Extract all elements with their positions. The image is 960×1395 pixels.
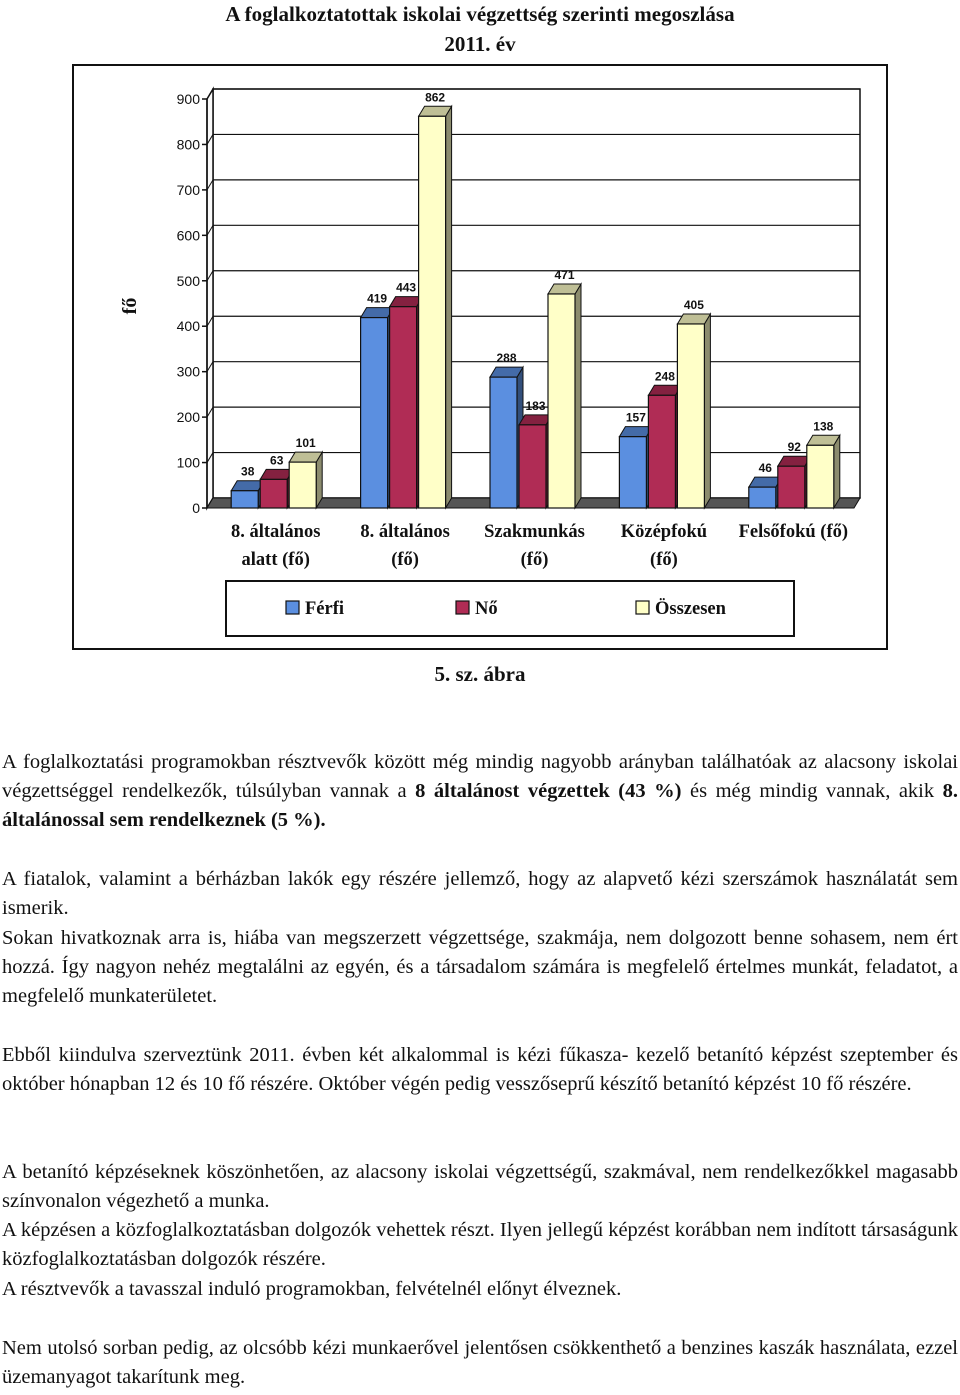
- paragraph-1: [2, 748, 958, 835]
- bar-value-label: 46: [758, 461, 772, 476]
- bar: [548, 294, 575, 508]
- bar-top: [648, 385, 681, 395]
- bar: [490, 377, 517, 508]
- x-tick-label: (fő): [391, 550, 419, 570]
- bar-top: [677, 314, 710, 324]
- bar-value-label: 862: [425, 90, 446, 105]
- x-tick-label: 8. általános: [360, 522, 450, 542]
- bar: [648, 395, 675, 508]
- y-axis-label: fő: [119, 297, 141, 315]
- bar-value-label: 419: [367, 291, 388, 306]
- bar-value-label: 183: [525, 398, 546, 413]
- y-tick-label: 900: [176, 91, 200, 107]
- y-tick-label: 300: [176, 363, 200, 380]
- bar: [260, 479, 287, 508]
- y-tick-label: 400: [176, 318, 200, 335]
- bar-value-label: 405: [683, 297, 704, 312]
- bar-top: [419, 106, 452, 116]
- y-tick-label: 100: [176, 454, 200, 471]
- bar: [390, 307, 417, 508]
- legend-label: Összesen: [655, 599, 726, 619]
- y-tick-label: 200: [176, 409, 200, 426]
- bar-value-label: 471: [554, 267, 575, 282]
- paragraph-1-text-b: és még mindig vannak, akik: [681, 780, 943, 802]
- bar: [231, 491, 258, 508]
- x-tick-label: (fő): [520, 550, 549, 570]
- x-tick-label: Középfokú: [620, 522, 708, 542]
- bar-top: [289, 452, 322, 462]
- y-tick-label: 700: [176, 181, 200, 198]
- bar-top: [260, 469, 293, 479]
- y-tick-label: 0: [192, 500, 200, 516]
- paragraph-5: A betanító képzéseknek köszönhetően, az alacsony iskolai végzettségű, szakmával, nem rendelkezőkkel magasabb színvonalon végezhető a munka.: [2, 1161, 958, 1212]
- bar-side: [575, 284, 581, 508]
- bar-top: [390, 297, 423, 307]
- paragraph-3: Sokan hivatkoznak arra is, hiába van megszerzett végzettsége, szakmája, nem dolgozott benne sohasem, nem ért hozzá. Így nagyon nehéz megtalálni az egyén, és a társadalom számára is megfelelő értelmes munkát, feladatot, a megfelelő munkaterületet.: [2, 927, 958, 1007]
- figure-caption: 5. sz. ábra: [434, 662, 526, 686]
- bar-value-label: 63: [270, 453, 284, 468]
- bar: [619, 437, 646, 508]
- legend-swatch: [286, 601, 299, 614]
- bar: [289, 462, 316, 508]
- x-tick-label: Szakmunkás: [484, 522, 585, 542]
- chart-title-line2: 2011. év: [444, 32, 516, 56]
- x-tick-label: alatt (fő): [241, 550, 310, 570]
- chart-frame: [72, 64, 888, 650]
- bar-side: [834, 435, 840, 508]
- x-tick-label: 8. általános: [230, 522, 321, 542]
- bar-value-label: 157: [625, 410, 646, 425]
- paragraph-4: Ebből kiindulva szerveztünk 2011. évben két alkalommal is kézi fűkasza- kezelő betanító képzést szeptember és október hónapban 12 és 10 fő részére. Október végén pedig vesszőseprű készítő betanító képzést 10 fő részére.: [2, 1044, 958, 1095]
- paragraph-7: A résztvevők a tavasszal induló programokban, felvételnél előnyt élveznek.: [2, 1278, 622, 1300]
- bar-top: [231, 481, 264, 491]
- bar-top: [778, 456, 811, 466]
- bar-chart: [74, 66, 886, 648]
- legend-swatch: [456, 601, 469, 614]
- legend-label: Nő: [475, 599, 498, 619]
- y-tick-label: 500: [176, 272, 200, 289]
- paragraph-1-bold-b: 8. általánossal sem rendelkeznek (5 %).: [2, 780, 959, 831]
- bar: [677, 324, 704, 508]
- bar-top: [519, 415, 552, 425]
- y-tick-label: 600: [176, 227, 200, 244]
- bar-value-label: 38: [241, 464, 255, 479]
- paragraph-6: A képzésen a közfoglalkoztatásban dolgozók vehettek részt. Ilyen jellegű képzést korábban nem indított társaságunk közfoglalkoztatásban dolgozók részére.: [2, 1219, 958, 1270]
- paragraph-8: Nem utolsó sorban pedig, az olcsóbb kézi munkaerővel jelentősen csökkenthető a benzines kaszák használata, ezzel üzemanyagot takarítunk meg.: [2, 1337, 958, 1388]
- bar: [807, 445, 834, 508]
- bar-value-label: 443: [396, 280, 417, 295]
- bar-top: [807, 435, 840, 445]
- bar-top: [490, 367, 523, 377]
- x-tick-label: Felsőfokú (fő): [738, 522, 849, 542]
- bar-value-label: 248: [654, 369, 675, 384]
- plot-side-wall: [207, 89, 213, 508]
- bar-top: [548, 284, 581, 294]
- paragraph-1-bold-a: 8 általánost végzettek (43 %): [415, 780, 682, 802]
- bar-top: [361, 308, 394, 318]
- paragraph-2: A fiatalok, valamint a bérházban lakók egy részére jellemző, hogy az alapvető kézi szerszámok használatát sem ismerik.: [2, 868, 958, 919]
- bar-side: [704, 314, 710, 508]
- bar-value-label: 92: [787, 440, 801, 455]
- y-tick-label: 800: [176, 136, 200, 153]
- bar: [361, 318, 388, 508]
- chart-title-line1: A foglalkoztatottak iskolai végzettség szerinti megoszlása: [225, 2, 735, 26]
- x-tick-label: (fő): [650, 550, 678, 570]
- bar: [778, 466, 805, 508]
- bar-value-label: 288: [496, 351, 517, 366]
- legend-swatch: [636, 601, 649, 614]
- legend-label: Férfi: [305, 599, 345, 619]
- paragraph-1-text-a: A foglalkoztatási programokban résztvevők között még mindig nagyobb arányban találhatóak az alacsony iskolai végzettséggel rendelkezők, túlsúlyban vannak a: [2, 751, 958, 802]
- bar-side: [446, 106, 452, 508]
- bar: [519, 425, 546, 508]
- bar: [419, 116, 446, 508]
- bar-top: [619, 427, 652, 437]
- bar-value-label: 101: [295, 436, 316, 451]
- bar: [749, 487, 776, 508]
- bar-top: [749, 477, 782, 487]
- bar-value-label: 138: [813, 419, 834, 434]
